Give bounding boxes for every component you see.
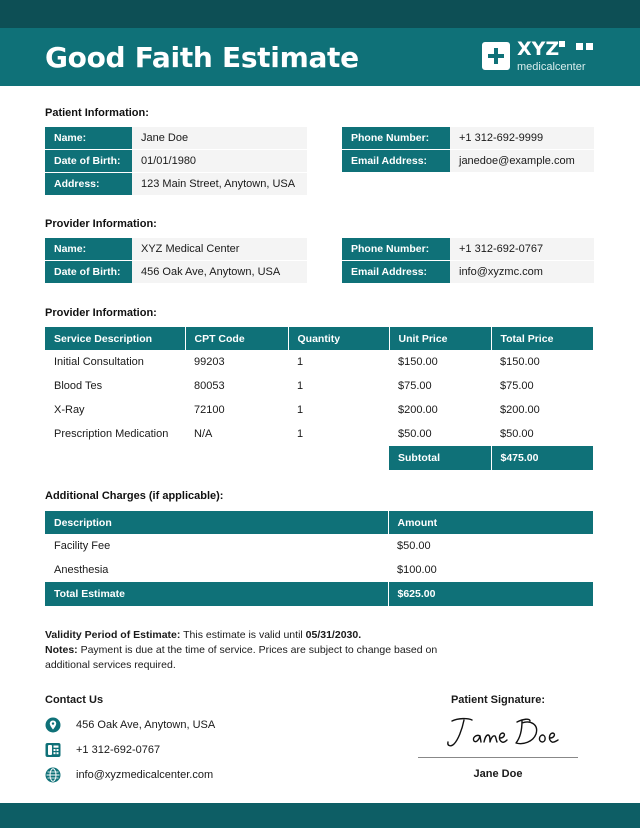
total-value: $625.00 <box>388 582 593 606</box>
table-row <box>45 350 593 374</box>
contact-email-text: info@xyzmedicalcenter.com <box>76 769 214 781</box>
notes-text: Payment is due at the time of service. Prices are subject to change based on additional services required. <box>45 644 438 671</box>
info-row <box>342 261 594 284</box>
total-label: Total Estimate <box>45 582 388 606</box>
provider-info-left <box>45 238 307 284</box>
top-bar <box>0 0 640 28</box>
table-cell: $200.00 <box>500 404 540 416</box>
subtotal-value: $475.00 <box>491 446 593 470</box>
logo-square-icon <box>586 43 593 50</box>
logo-subtitle: medicalcenter <box>517 61 586 73</box>
table-row <box>45 398 593 422</box>
additional-section-title: Additional Charges (if applicable): <box>45 490 224 502</box>
table-row <box>45 422 593 446</box>
logo-square-icon <box>559 41 565 47</box>
notes-block <box>45 628 455 673</box>
patient-info-left <box>45 127 307 196</box>
table-cell: Facility Fee <box>54 540 111 552</box>
table-cell: $100.00 <box>397 564 437 576</box>
info-row <box>45 238 307 261</box>
info-value: info@xyzmc.com <box>450 261 594 284</box>
signature-line <box>418 757 578 758</box>
table-cell: N/A <box>194 428 213 440</box>
subtotal-label: Subtotal <box>389 446 491 470</box>
contact-address <box>45 716 215 734</box>
table-cell: $150.00 <box>500 356 540 368</box>
services-table <box>45 327 593 470</box>
table-cell: $50.00 <box>397 540 431 552</box>
column-header: CPT Code <box>185 327 288 350</box>
validity-label: Validity Period of Estimate: <box>45 629 181 641</box>
table-cell: $75.00 <box>500 380 534 392</box>
info-label: Email Address: <box>342 150 450 173</box>
contact-title: Contact Us <box>45 694 104 706</box>
info-value: 123 Main Street, Anytown, USA <box>132 173 307 196</box>
contact-address-text: 456 Oak Ave, Anytown, USA <box>76 719 216 731</box>
table-cell: Anesthesia <box>54 564 109 576</box>
info-label: Date of Birth: <box>45 261 132 284</box>
table-cell: 1 <box>297 380 304 392</box>
table-cell: $50.00 <box>500 428 534 440</box>
contact-email <box>45 766 213 784</box>
additional-charges-table <box>45 511 593 606</box>
info-value: XYZ Medical Center <box>132 238 307 261</box>
validity-text: This estimate is valid until <box>180 629 306 641</box>
info-row <box>342 127 594 150</box>
info-row <box>342 238 594 261</box>
column-header: Quantity <box>288 327 389 350</box>
patient-info-right <box>342 127 594 173</box>
provider-section-title: Provider Information: <box>45 218 157 230</box>
info-value: janedoe@example.com <box>450 150 594 173</box>
footer-bar <box>0 803 640 828</box>
info-row <box>45 150 307 173</box>
services-section-title: Provider Information: <box>45 307 157 319</box>
table-cell: 99203 <box>194 356 225 368</box>
table-row <box>45 534 593 558</box>
info-row <box>45 261 307 284</box>
table-cell: 1 <box>297 404 304 416</box>
signature-name: Jane Doe <box>473 768 523 780</box>
validity-line <box>45 628 455 643</box>
provider-info-right <box>342 238 594 284</box>
globe-icon <box>45 767 61 783</box>
info-row <box>45 173 307 196</box>
location-icon <box>45 717 61 733</box>
info-label: Phone Number: <box>342 127 450 150</box>
contact-phone <box>45 741 160 759</box>
info-label: Email Address: <box>342 261 450 284</box>
table-cell: 80053 <box>194 380 225 392</box>
column-header: Service Description <box>45 327 185 350</box>
patient-section-title: Patient Information: <box>45 107 149 119</box>
subtotal-row <box>45 446 593 470</box>
table-cell: $75.00 <box>398 380 432 392</box>
table-cell: X-Ray <box>54 404 85 416</box>
handwritten-signature <box>418 712 578 754</box>
validity-date: 05/31/2030. <box>305 629 362 641</box>
logo-square-icon <box>576 43 583 50</box>
table-cell: $50.00 <box>398 428 432 440</box>
contact-phone-text: +1 312-692-0767 <box>76 744 161 756</box>
column-header: Total Price <box>491 327 593 350</box>
table-cell: Blood Tes <box>54 380 103 392</box>
info-label: Phone Number: <box>342 238 450 261</box>
column-header: Amount <box>388 511 593 534</box>
signature-title: Patient Signature: <box>450 694 546 706</box>
page-title: Good Faith Estimate <box>45 41 359 74</box>
logo-name: XYZ <box>517 38 560 60</box>
info-label: Date of Birth: <box>45 150 132 173</box>
table-cell: $150.00 <box>398 356 438 368</box>
info-row <box>45 127 307 150</box>
table-cell: 72100 <box>194 404 225 416</box>
info-value: 01/01/1980 <box>132 150 307 173</box>
info-value: 456 Oak Ave, Anytown, USA <box>132 261 307 284</box>
info-value: +1 312-692-9999 <box>450 127 594 150</box>
column-header: Description <box>45 511 388 534</box>
table-header-row <box>45 327 593 350</box>
column-header: Unit Price <box>389 327 491 350</box>
table-cell: 1 <box>297 356 304 368</box>
table-cell: Prescription Medication <box>54 428 169 440</box>
notes-label: Notes: <box>45 644 78 656</box>
table-row <box>45 558 593 582</box>
info-label: Address: <box>45 173 132 196</box>
total-row <box>45 582 593 606</box>
table-cell: 1 <box>297 428 304 440</box>
phone-icon <box>45 742 61 758</box>
info-label: Name: <box>45 238 132 261</box>
table-cell: $200.00 <box>398 404 438 416</box>
notes-line <box>45 643 455 673</box>
medical-cross-icon <box>482 42 510 70</box>
info-value: Jane Doe <box>132 127 307 150</box>
info-row <box>342 150 594 173</box>
table-header-row <box>45 511 593 534</box>
info-value: +1 312-692-0767 <box>450 238 594 261</box>
info-label: Name: <box>45 127 132 150</box>
table-row <box>45 374 593 398</box>
table-cell: Initial Consultation <box>54 356 144 368</box>
